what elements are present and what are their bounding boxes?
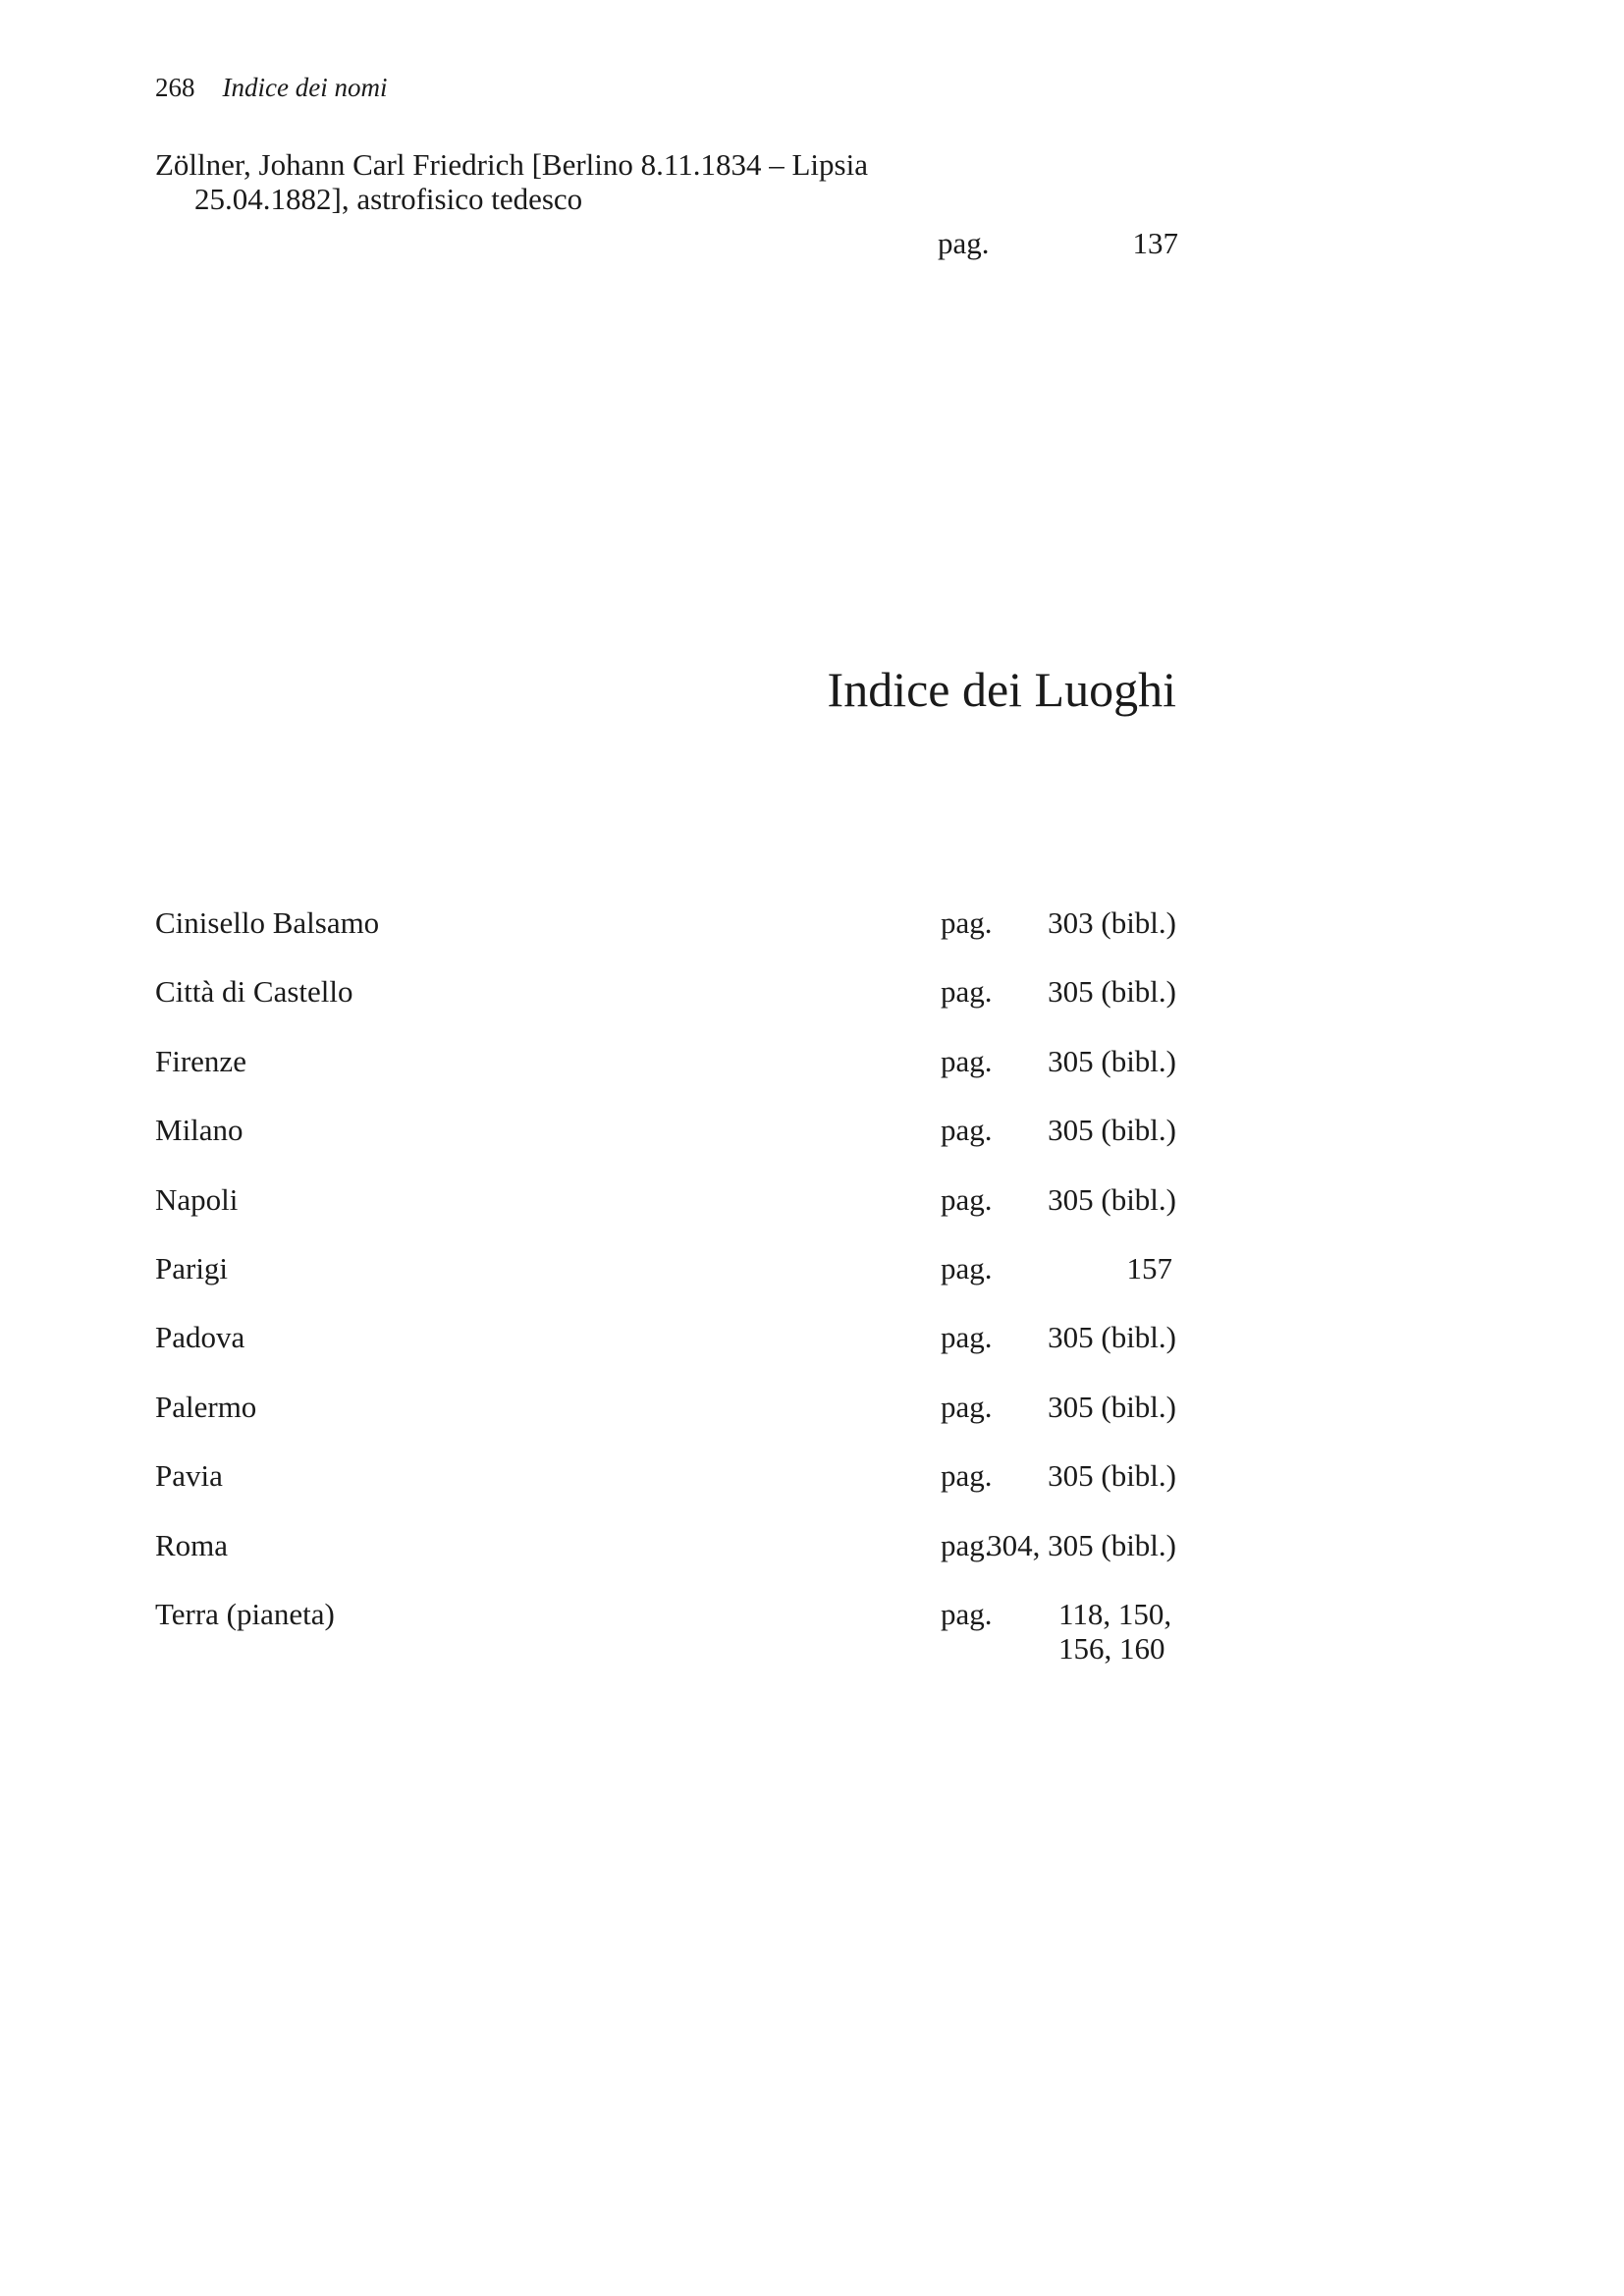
place-entry xyxy=(155,905,1176,974)
place-entry xyxy=(155,1320,1176,1389)
pag-label: pag. xyxy=(941,1113,993,1148)
place-name: Padova xyxy=(155,1320,245,1355)
place-entry xyxy=(155,1390,1176,1458)
page-reference: 304, 305 (bibl.) xyxy=(987,1527,1176,1562)
pag-label: pag. xyxy=(941,1527,993,1562)
place-name: Cinisello Balsamo xyxy=(155,905,380,940)
place-name: Parigi xyxy=(155,1250,229,1285)
place-entry xyxy=(155,1113,1176,1181)
running-header xyxy=(155,71,387,104)
place-name: Terra (pianeta) xyxy=(155,1596,335,1631)
page-reference: 305 (bibl.) xyxy=(1048,1043,1176,1078)
page-reference: 305 (bibl.) xyxy=(1048,1458,1176,1494)
pag-label: pag. xyxy=(941,1250,993,1285)
pag-label: pag. xyxy=(941,1043,993,1078)
place-entry xyxy=(155,1597,1176,1666)
section-heading: Indice dei Luoghi xyxy=(827,662,1176,717)
place-index-list xyxy=(155,905,1176,1666)
place-entry xyxy=(155,1044,1176,1113)
pag-label: pag. xyxy=(941,1181,993,1217)
place-name: Roma xyxy=(155,1527,229,1562)
pag-label: pag. xyxy=(941,905,993,940)
name-entry-line-1: Zöllner, Johann Carl Friedrich [Berlino 8.11.1834 – Lipsia xyxy=(155,147,868,182)
page-number: 268 xyxy=(155,73,195,102)
page-reference: 305 (bibl.) xyxy=(1048,1389,1176,1424)
pag-label: pag. xyxy=(941,1596,993,1631)
page-reference: 137 xyxy=(1132,226,1178,260)
page-reference: 305 (bibl.) xyxy=(1048,1320,1176,1355)
name-entry-line-2: 25.04.1882], astrofisico tedesco xyxy=(194,182,583,216)
place-entry xyxy=(155,974,1176,1043)
place-name: Firenze xyxy=(155,1043,246,1078)
place-name: Città di Castello xyxy=(155,974,353,1010)
page-reference: 305 (bibl.) xyxy=(1048,1113,1176,1148)
page-reference: 157 xyxy=(1126,1250,1172,1285)
page-reference: 118, 150, 156, 160 xyxy=(1058,1596,1172,1666)
place-entry xyxy=(155,1251,1176,1320)
place-name: Palermo xyxy=(155,1389,257,1424)
page-reference: 305 (bibl.) xyxy=(1048,1181,1176,1217)
place-name: Pavia xyxy=(155,1458,223,1494)
pag-label: pag. xyxy=(941,1389,993,1424)
place-entry xyxy=(155,1182,1176,1251)
name-index-entry xyxy=(155,147,1039,216)
page-reference: 305 (bibl.) xyxy=(1048,974,1176,1010)
pag-label: pag. xyxy=(941,1458,993,1494)
page-reference: 303 (bibl.) xyxy=(1048,905,1176,940)
place-name: Milano xyxy=(155,1113,244,1148)
place-name: Napoli xyxy=(155,1181,239,1217)
running-section-title: Indice dei nomi xyxy=(222,73,388,102)
place-entry xyxy=(155,1458,1176,1527)
pag-label: pag. xyxy=(938,226,990,260)
pag-label: pag. xyxy=(941,1320,993,1355)
pag-label: pag. xyxy=(941,974,993,1010)
place-entry xyxy=(155,1528,1176,1597)
